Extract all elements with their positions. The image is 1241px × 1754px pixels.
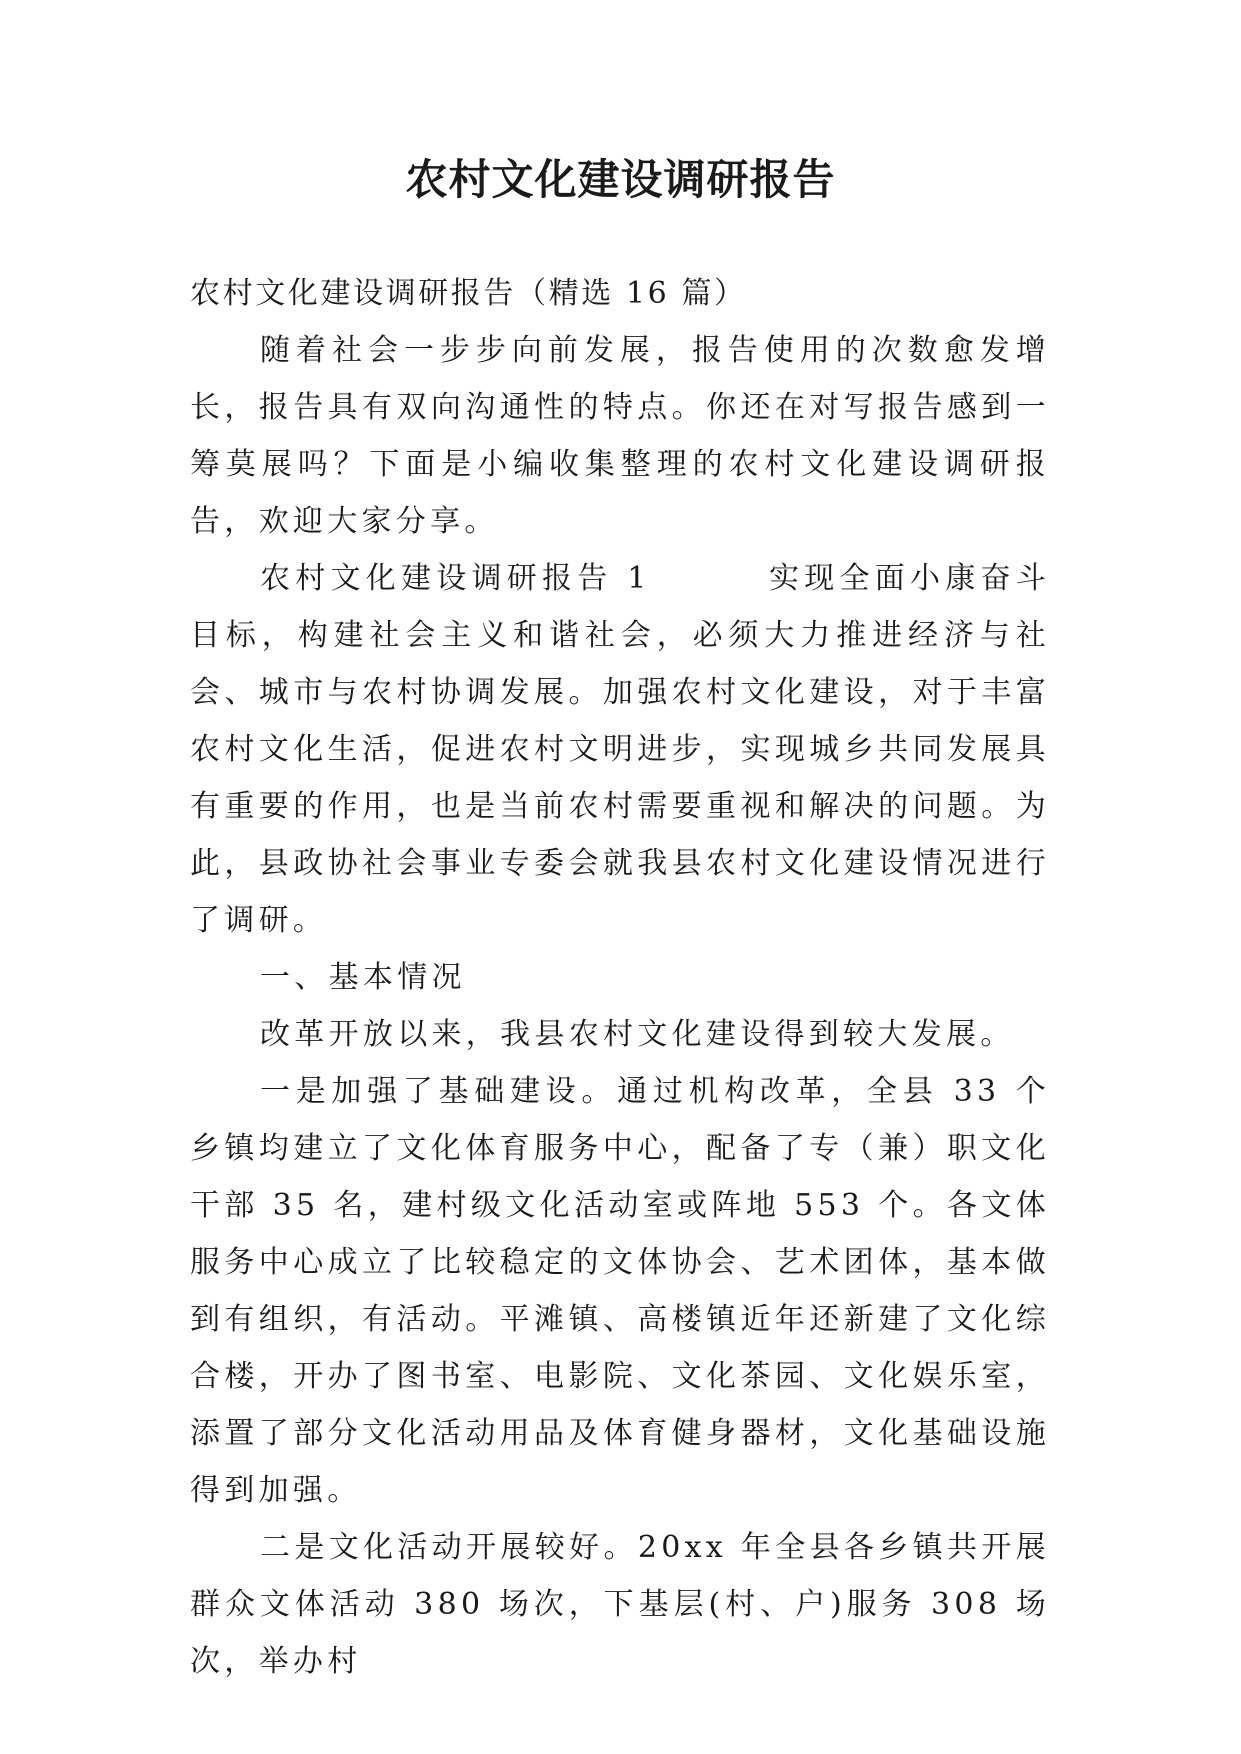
paragraph-overview: 改革开放以来，我县农村文化建设得到较大发展。	[260, 1017, 1015, 1052]
document-subtitle: 农村文化建设调研报告（精选 16 篇）	[190, 276, 747, 311]
document-body	[190, 265, 1050, 1690]
paragraph-activities: 二是文化活动开展较好。20xx 年全县各乡镇共开展群众文体活动 380 场次，下基层(村、户)服务 308 场次，举办村	[190, 1530, 1050, 1679]
document-title: 农村文化建设调研报告	[405, 155, 836, 204]
section-heading-basic-situation: 一、基本情况	[260, 960, 466, 995]
paragraph-report-1: 农村文化建设调研报告 1 实现全面小康奋斗目标，构建社会主义和谐社会，必须大力推进经济与社会、城市与农村协调发展。加强农村文化建设，对于丰富农村文化生活，促进农村文明进步，实现城乡共同发展具有重要的作用，也是当前农村需要重视和解决的问题。为此，县政协社会事业专委会就我县农村文化建设情况进行了调研。	[190, 561, 1050, 938]
paragraph-intro: 随着社会一步步向前发展，报告使用的次数愈发增长，报告具有双向沟通性的特点。你还在对写报告感到一筹莫展吗？下面是小编收集整理的农村文化建设调研报告，欢迎大家分享。	[190, 333, 1050, 539]
paragraph-infrastructure: 一是加强了基础建设。通过机构改革，全县 33 个乡镇均建立了文化体育服务中心，配备了专（兼）职文化干部 35 名，建村级文化活动室或阵地 553 个。各文体服务中心成立了比较稳定的文体协会、艺术团体，基本做到有组织，有活动。平滩镇、高楼镇近年还新建了文化综合楼，开办了图书室、电影院、文化茶园、文化娱乐室，添置了部分文化活动用品及体育健身器材，文化基础设施得到加强。	[190, 1074, 1050, 1508]
